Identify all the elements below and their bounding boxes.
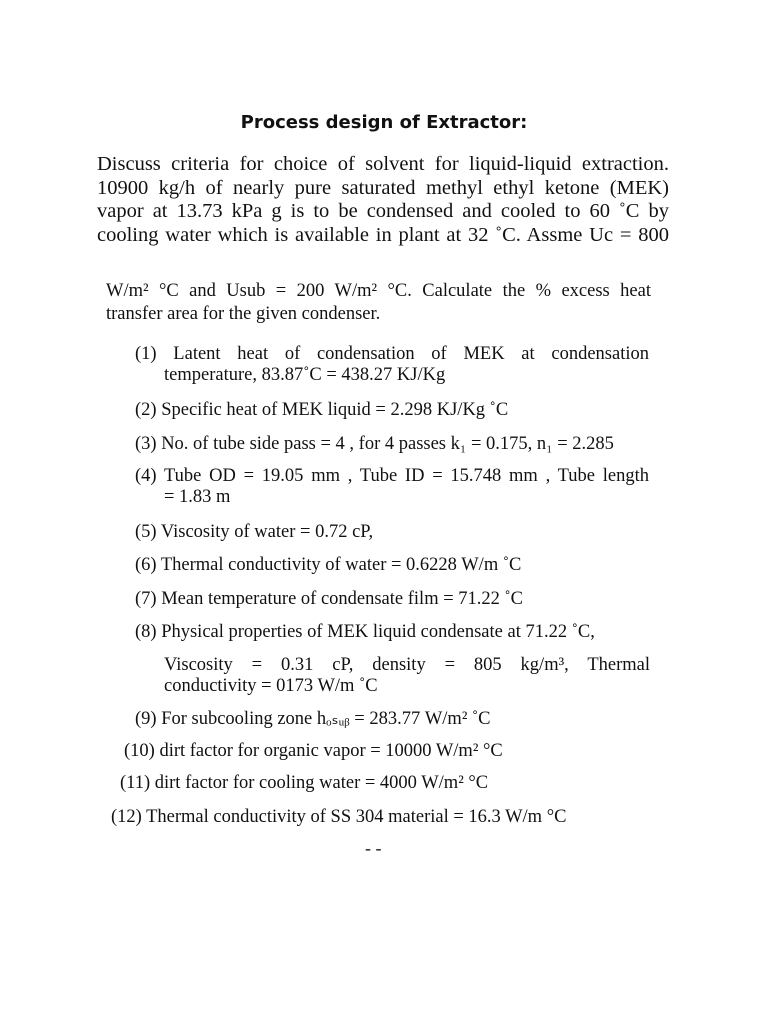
given-item-5 [135,522,373,543]
item-line: (5) Viscosity of water = 0.72 cP, [135,522,374,542]
given-item-8-properties [164,655,650,697]
intro-line: cooling water which is available in plant at 32 ˚C. Assme Uc = 800 [97,223,669,246]
item-line: (8) Physical properties of MEK liquid condensate at 71.22 ˚C, [135,622,595,642]
item-line: (2) Specific heat of MEK liquid = 2.298 KJ/Kg ˚C [135,400,509,420]
problem-statement [97,153,669,247]
given-item-7 [135,589,523,610]
given-item-2 [135,400,508,421]
item-line: (4) Tube OD = 19.05 mm , Tube ID = 15.748 mm , Tube length [135,466,649,486]
para-line: W/m² °C and Usub = 200 W/m² °C. Calculate the % excess heat [106,281,651,301]
item-line: (9) For subcooling zone hₒₛᵤᵦ = 283.77 W/m² ˚C [135,709,491,729]
item-line: (11) dirt factor for cooling water = 4000 W/m² °C [120,773,489,793]
item-line: = 1.83 m [164,487,231,507]
item-line: conductivity = 0173 W/m ˚C [164,676,378,696]
item-line: (10) dirt factor for organic vapor = 10000 W/m² °C [124,741,503,761]
intro-line: Discuss criteria for choice of solvent for liquid-liquid extraction. [97,153,669,175]
given-item-6 [135,555,521,576]
item-line: (3) No. of tube side pass = 4 , for 4 passes k₁ = 0.175, n₁ = 2.285 [135,434,614,454]
intro-line: vapor at 13.73 kPa g is to be condensed and cooled to 60 ˚C by [97,200,669,222]
problem-continuation [106,280,651,326]
item-line: (7) Mean temperature of condensate film = 71.22 ˚C [135,589,524,609]
given-item-4 [135,466,649,508]
given-item-10 [124,741,503,762]
page-title: Process design of Extractor: [240,112,528,133]
item-line: (6) Thermal conductivity of water = 0.6228 W/m ˚C [135,555,522,575]
given-item-1 [135,344,649,386]
page-footer-mark: - - [365,838,382,858]
given-item-9 [135,709,491,730]
item-line: (12) Thermal conductivity of SS 304 material = 16.3 W/m °C [111,807,567,827]
given-item-3 [135,434,614,455]
intro-line: 10900 kg/h of nearly pure saturated methyl ethyl ketone (MEK) [97,176,669,199]
item-line: Viscosity = 0.31 cP, density = 805 kg/m³, Thermal [164,655,650,675]
item-line: (1) Latent heat of condensation of MEK at condensation [135,344,649,364]
para-line: transfer area for the given condenser. [106,304,381,324]
item-line: temperature, 83.87˚C = 438.27 KJ/Kg [164,365,446,385]
given-item-12 [111,807,566,828]
given-item-11 [120,773,488,794]
given-item-8 [135,622,595,643]
